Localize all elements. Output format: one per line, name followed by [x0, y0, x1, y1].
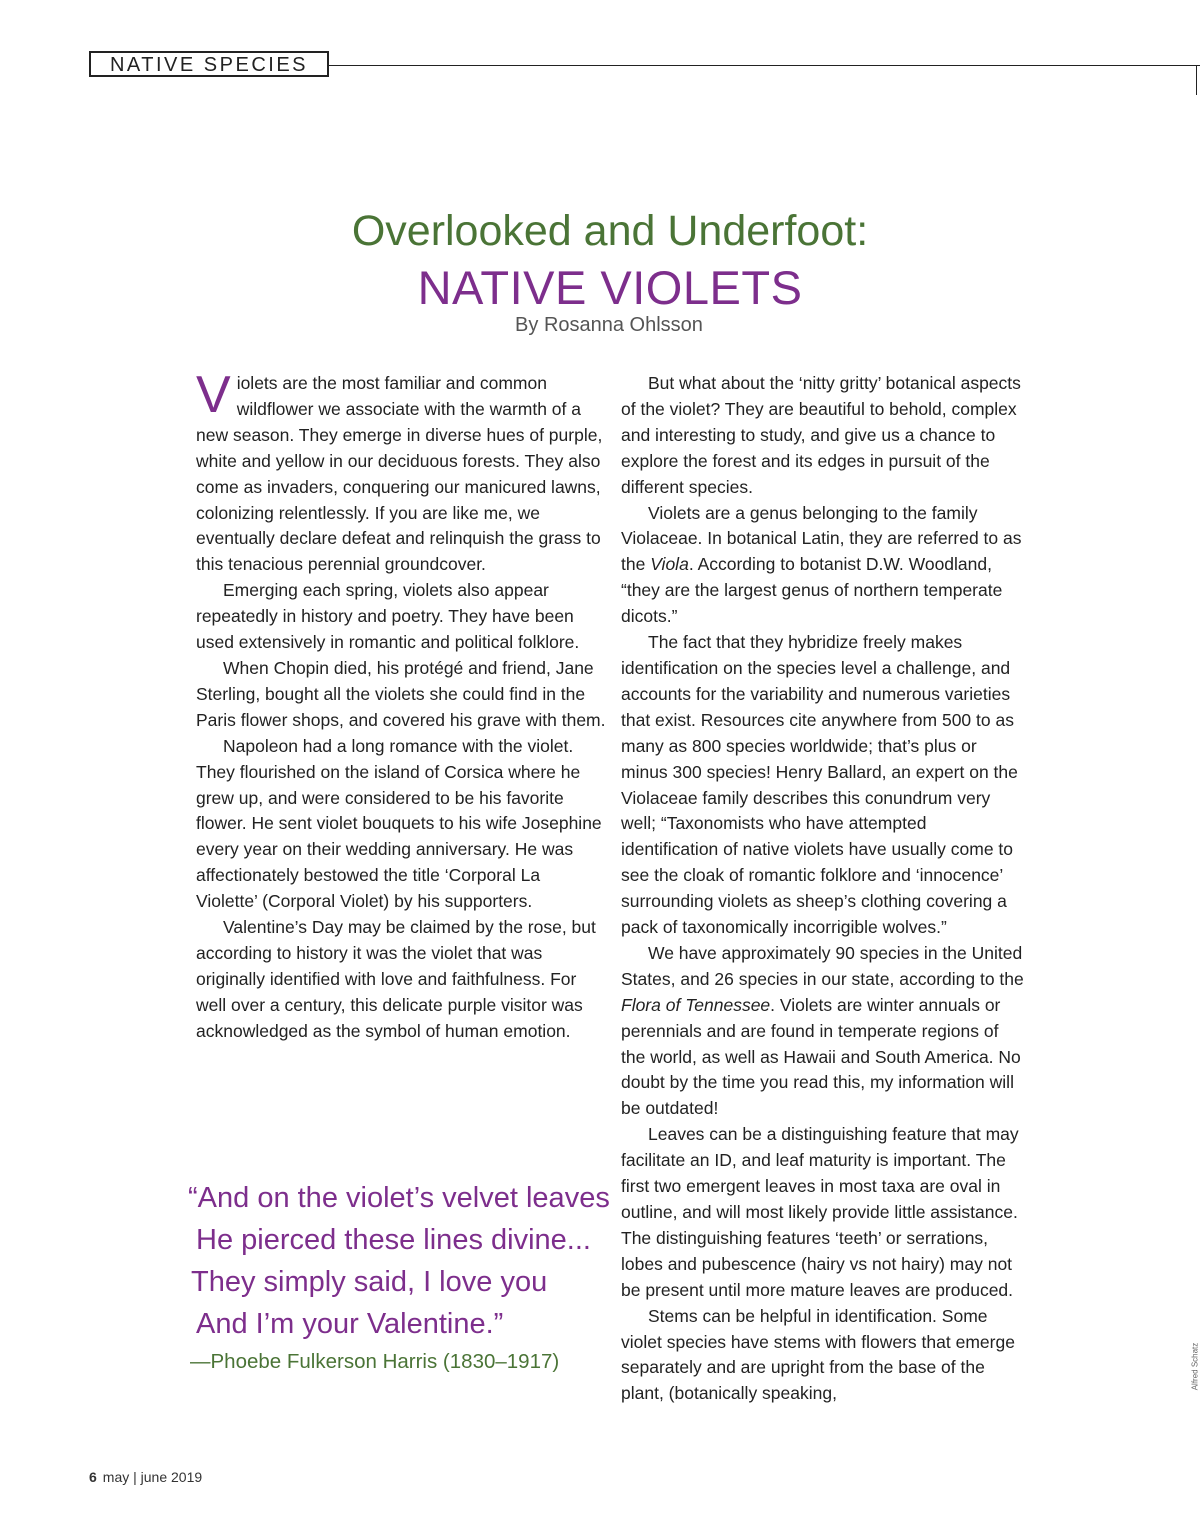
paragraph: Leaves can be a distinguishing feature that may facilitate an ID, and leaf maturity is important. The first two emergent leaves in most taxa are oval in outline, and will most likely provide little assistance. The distinguishing features ‘teeth’ or serrations, lobes and pubescence (hairy vs not hairy) may not be present until more mature leaves are produced. [621, 1124, 1019, 1300]
right-column [621, 371, 1026, 1407]
page-number: 6 [89, 1469, 97, 1485]
issue-date: may | june 2019 [102, 1469, 203, 1485]
article-title: Overlooked and Underfoot: [351, 207, 869, 255]
paragraph-text: . According to botanist D.W. Woodland, “they are the largest genus of northern temperate dicots.” [621, 554, 1003, 627]
paragraph [196, 366, 606, 578]
header-rule [329, 65, 1200, 66]
photo-credit: Alfred Schatz [1190, 1342, 1200, 1391]
paragraph: Stems can be helpful in identification. Some violet species have stems with flowers that emerge separately and are upright from the base of the plant, (botanically speaking, [621, 1305, 1015, 1404]
paragraph: Valentine’s Day may be claimed by the rose, but according to history it was the violet that was originally identified with love and faithfulness. For well over a century, this delicate purple visitor was acknowledged as the symbol of human emotion. [196, 917, 596, 1041]
pull-quote-line: He pierced these lines divine... [196, 1224, 591, 1256]
paragraph: Napoleon had a long romance with the violet. They flourished on the island of Corsica where he grew up, and were considered to be his favorite flower. He sent violet bouquets to his wife Josephine every year on their wedding anniversary. He was affectionately bestowed the title ‘Corporal La Violette’ (Corporal Violet) by his supporters. [196, 735, 602, 912]
section-tag: NATIVE SPECIES [89, 51, 329, 77]
paragraph-text: We have approximately 90 species in the United States, and 26 species in our state, according to the [621, 942, 1024, 989]
pull-quote-line: And I’m your Valentine.” [196, 1308, 504, 1340]
italic-term: Viola [650, 554, 689, 575]
left-column [196, 366, 606, 1045]
pull-quote [188, 1177, 608, 1345]
paragraph: But what about the ‘nitty gritty’ botanical aspects of the violet? They are beautiful to behold, complex and interesting to study, and give us a chance to explore the forest and its edges in pursuit of the different species. [621, 373, 1021, 497]
pull-quote-line: “And on the violet’s velvet leaves [188, 1182, 610, 1214]
article-subtitle: NATIVE VIOLETS [417, 261, 803, 314]
byline: By Rosanna Ohlsson [515, 314, 703, 336]
drop-cap: V [196, 366, 231, 424]
paragraph: When Chopin died, his protégé and friend, Jane Sterling, bought all the violets she could find in the Paris flower shops, and covered his grave with them. [196, 657, 606, 730]
italic-term: Flora of Tennessee [621, 994, 771, 1015]
paragraph-text: iolets are the most familiar and common wildflower we associate with the warmth of a new season. They emerge in diverse hues of purple, white and yellow in our deciduous forests. They also come as invaders, conquering our manicured lawns, colonizing relentlessly. If you are like me, we eventually declare defeat and relinquish the grass to this tenacious perennial groundcover. [196, 373, 603, 575]
quote-attribution: —Phoebe Fulkerson Harris (1830–1917) [190, 1350, 560, 1373]
paragraph [621, 941, 1026, 1122]
header-rule-corner [1196, 65, 1197, 95]
paragraph-text: Violets are a genus belonging to the family Violaceae. In botanical Latin, they are referred to as the [621, 502, 1022, 575]
paragraph [621, 501, 1026, 631]
paragraph: The fact that they hybridize freely makes identification on the species level a challenge, and accounts for the variability and numerous varieties that exist. Resources cite anywhere from 500 to as many as 800 species worldwide; that’s plus or minus 300 species! Henry Ballard, an expert on the Violaceae family describes this conundrum very well; “Taxonomists who have attempted identification of native violets have usually come to see the cloak of romantic folklore and ‘innocence’ surrounding violets as sheep’s clothing covering a pack of taxonomically incorrigible wolves.” [621, 632, 1018, 938]
paragraph-text: . Violets are winter annuals or perennials and are found in temperate regions of the world, as well as Hawaii and South America. No doubt by the time you read this, my information will be outdated! [621, 994, 1021, 1119]
pull-quote-line: They simply said, I love you [191, 1266, 548, 1298]
page-footer [89, 1467, 202, 1487]
paragraph: Emerging each spring, violets also appear repeatedly in history and poetry. They have been used extensively in romantic and political folklore. [196, 580, 580, 653]
